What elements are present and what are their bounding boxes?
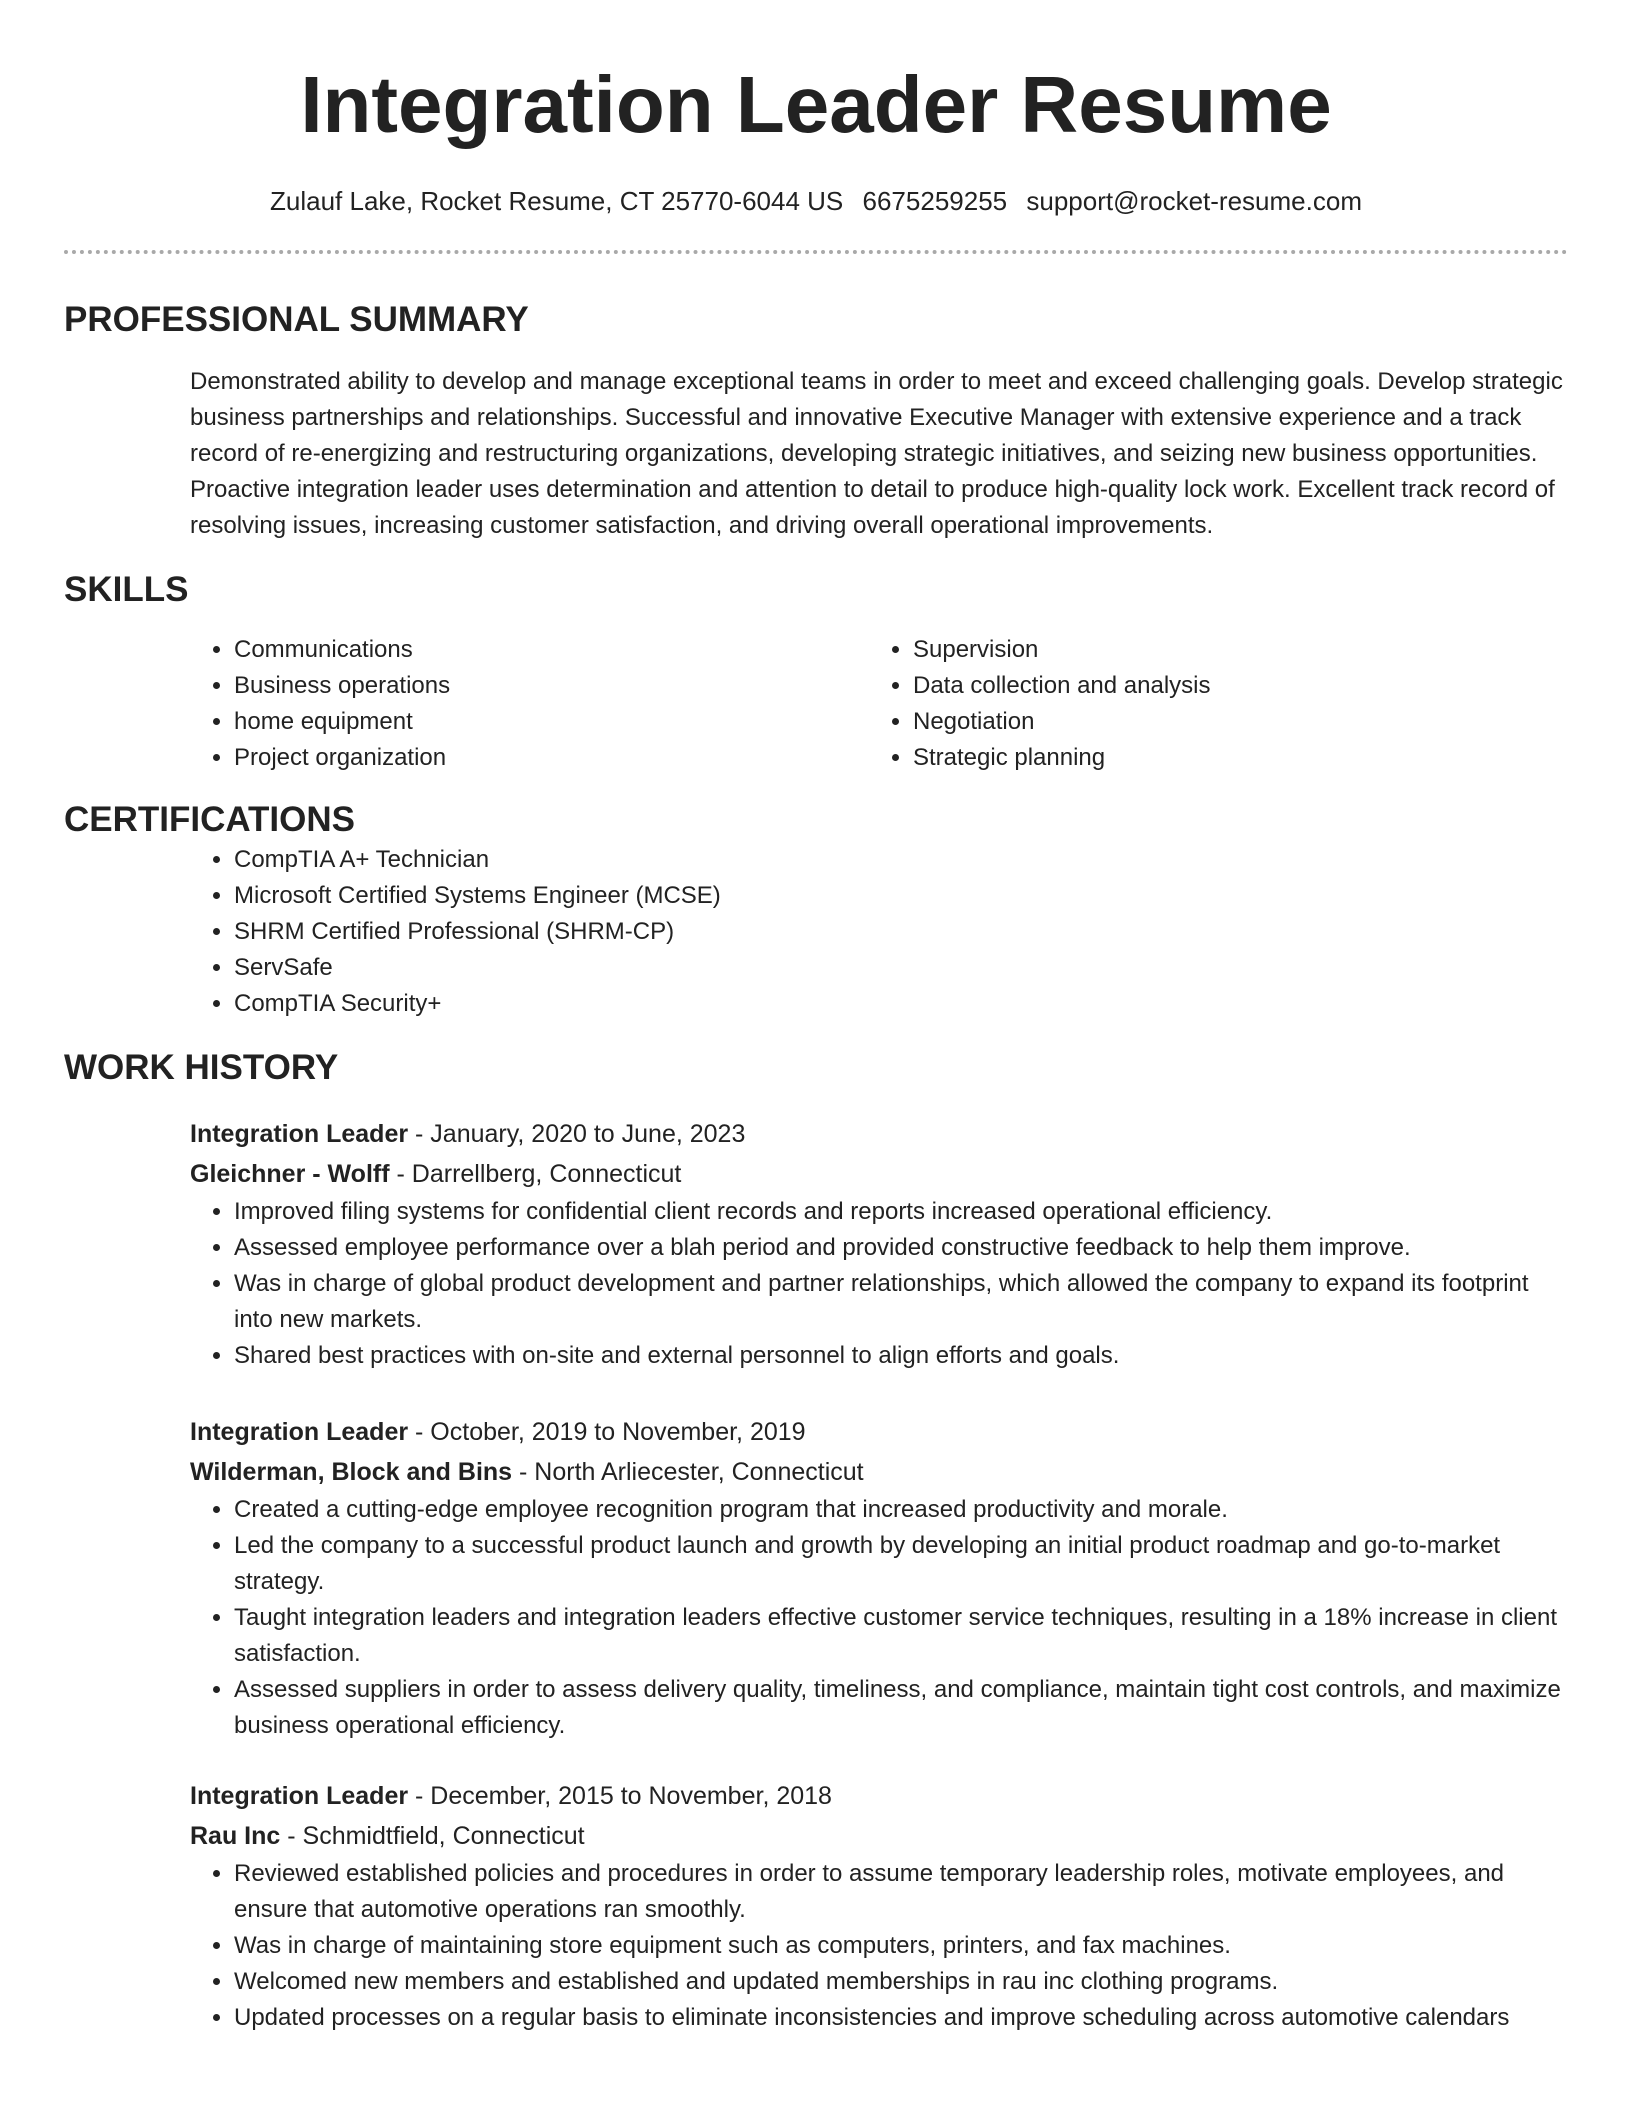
contact-address: Zulauf Lake, Rocket Resume, CT 25770-6044 US — [270, 186, 844, 216]
job-title-line — [190, 1412, 1568, 1452]
job-company-line — [190, 1816, 1568, 1856]
job-entry — [190, 1776, 1568, 2036]
job-bullet: • Improved filing systems for confidential client records and reports increased operational efficiency. — [234, 1194, 1568, 1230]
job-company: Rau Inc — [190, 1822, 281, 1850]
job-title: Integration Leader — [190, 1120, 409, 1148]
skill-item: • Strategic planning — [913, 740, 1548, 776]
skills-section — [64, 632, 1568, 776]
skill-item: • Project organization — [234, 740, 869, 776]
job-entry — [190, 1114, 1568, 1374]
skills-heading: SKILLS — [64, 570, 189, 609]
header-divider — [64, 250, 1568, 254]
job-dates: - December, 2015 to November, 2018 — [408, 1782, 832, 1810]
job-bullet: • Shared best practices with on-site and external personnel to align efforts and goals. — [234, 1338, 1568, 1374]
summary-section — [64, 364, 1568, 544]
job-title-line — [190, 1776, 1568, 1816]
skills-columns — [190, 632, 1568, 776]
job-title: Integration Leader — [190, 1782, 409, 1810]
certification-item: • CompTIA Security+ — [234, 986, 1568, 1022]
summary-heading: PROFESSIONAL SUMMARY — [64, 300, 529, 339]
skill-item: • Business operations — [234, 668, 869, 704]
job-bullet: • Assessed employee performance over a blah period and provided constructive feedback to help them improve. — [234, 1230, 1568, 1266]
certification-item: • CompTIA A+ Technician — [234, 842, 1568, 878]
skill-item: • Data collection and analysis — [913, 668, 1548, 704]
job-bullet: • Was in charge of maintaining store equipment such as computers, printers, and fax machines. — [234, 1928, 1568, 1964]
skill-item: • Supervision — [913, 632, 1548, 668]
job-dates: - October, 2019 to November, 2019 — [408, 1418, 806, 1446]
job-bullet: • Taught integration leaders and integration leaders effective customer service techniques, resulting in a 18% increase in client satisfaction. — [234, 1600, 1568, 1672]
job-bullets — [190, 1194, 1568, 1374]
job-bullet: • Updated processes on a regular basis to eliminate inconsistencies and improve scheduling across automotive calendars — [234, 2000, 1568, 2036]
certification-item: • SHRM Certified Professional (SHRM-CP) — [234, 914, 1568, 950]
job-location: - Darrellberg, Connecticut — [389, 1160, 682, 1188]
skill-item: • Communications — [234, 632, 869, 668]
job-title: Integration Leader — [190, 1418, 409, 1446]
job-location: - Schmidtfield, Connecticut — [280, 1822, 585, 1850]
certification-item: • ServSafe — [234, 950, 1568, 986]
job-location: - North Arliecester, Connecticut — [512, 1458, 864, 1486]
job-bullet: • Was in charge of global product development and partner relationships, which allowed the company to expand its footprint into new markets. — [234, 1266, 1568, 1338]
work-history-section — [64, 1114, 1568, 2036]
job-bullet: • Welcomed new members and established and updated memberships in rau inc clothing programs. — [234, 1964, 1568, 2000]
certifications-list — [190, 842, 1568, 1022]
job-company: Gleichner - Wolff — [190, 1160, 390, 1188]
job-entry — [190, 1412, 1568, 1744]
skill-item: • home equipment — [234, 704, 869, 740]
certifications-heading: CERTIFICATIONS — [64, 800, 356, 839]
job-bullet: • Assessed suppliers in order to assess delivery quality, timeliness, and compliance, maintain tight cost controls, and maximize business operational efficiency. — [234, 1672, 1568, 1744]
summary-text: Demonstrated ability to develop and manage exceptional teams in order to meet and exceed challenging goals. Develop strategic business partnerships and relationships. Successful and innovative Executive Manager with extensive experience and a track record of re-energizing and restructuring organizations, developing strategic initiatives, and seizing new business opportunities. Proactive integration leader uses determination and attention to detail to produce high-quality lock work. Excellent track record of resolving issues, increasing customer satisfaction, and driving overall operational improvements. — [190, 368, 1563, 539]
job-bullet: • Created a cutting-edge employee recognition program that increased productivity and morale. — [234, 1492, 1568, 1528]
job-bullet: • Reviewed established policies and procedures in order to assume temporary leadership roles, motivate employees, and ensure that automotive operations ran smoothly. — [234, 1856, 1568, 1928]
resume-page — [64, 0, 1568, 2036]
job-bullet: • Led the company to a successful product launch and growth by developing an initial product roadmap and go-to-market strategy. — [234, 1528, 1568, 1600]
contact-phone: 6675259255 — [862, 186, 1008, 216]
certification-item: • Microsoft Certified Systems Engineer (MCSE) — [234, 878, 1568, 914]
job-bullets — [190, 1856, 1568, 2036]
page-title: Integration Leader Resume — [300, 60, 1332, 149]
job-bullets — [190, 1492, 1568, 1744]
job-company-line — [190, 1154, 1568, 1194]
work-history-heading: WORK HISTORY — [64, 1048, 339, 1087]
job-title-line — [190, 1114, 1568, 1154]
skills-right-list — [869, 632, 1548, 776]
job-company: Wilderman, Block and Bins — [190, 1458, 513, 1486]
skill-item: • Negotiation — [913, 704, 1548, 740]
certifications-section — [64, 842, 1568, 1022]
contact-email: support@rocket-resume.com — [1026, 186, 1362, 216]
job-dates: - January, 2020 to June, 2023 — [408, 1120, 746, 1148]
contact-line — [64, 184, 1568, 218]
skills-left-list — [190, 632, 869, 776]
job-company-line — [190, 1452, 1568, 1492]
